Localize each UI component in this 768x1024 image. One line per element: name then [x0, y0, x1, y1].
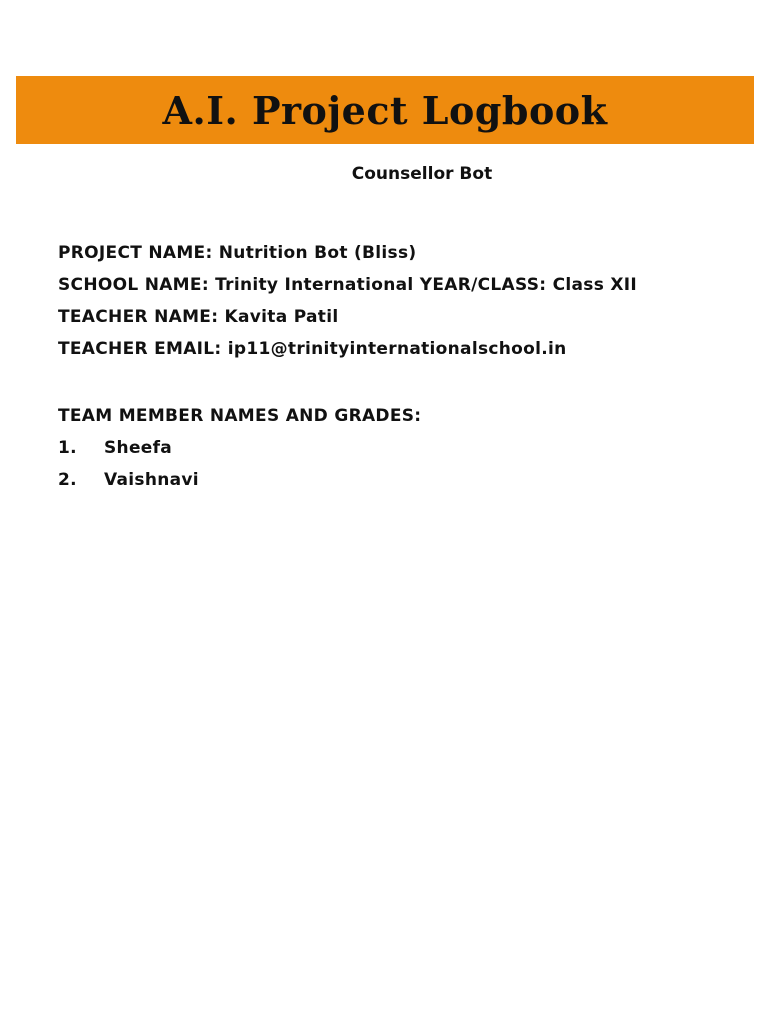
list-item-number: 1.	[58, 438, 77, 458]
team-member-name: Sheefa	[104, 438, 173, 458]
teacher-email-field: TEACHER EMAIL: ip11@trinityinternationalschool.in	[58, 339, 567, 359]
list-item	[58, 438, 172, 458]
project-name-field: PROJECT NAME: Nutrition Bot (Bliss)	[58, 243, 417, 263]
team-heading: TEAM MEMBER NAMES AND GRADES:	[58, 406, 422, 426]
document-title: A.I. Project Logbook	[162, 87, 608, 133]
school-class-field: SCHOOL NAME: Trinity International YEAR/CLASS: Class XII	[58, 275, 637, 295]
list-item	[58, 470, 199, 490]
list-item-number: 2.	[58, 470, 77, 490]
team-member-name: Vaishnavi	[104, 470, 199, 490]
title-banner	[16, 76, 754, 144]
document-subtitle: Counsellor Bot	[351, 164, 493, 184]
teacher-name-field: TEACHER NAME: Kavita Patil	[58, 307, 339, 327]
